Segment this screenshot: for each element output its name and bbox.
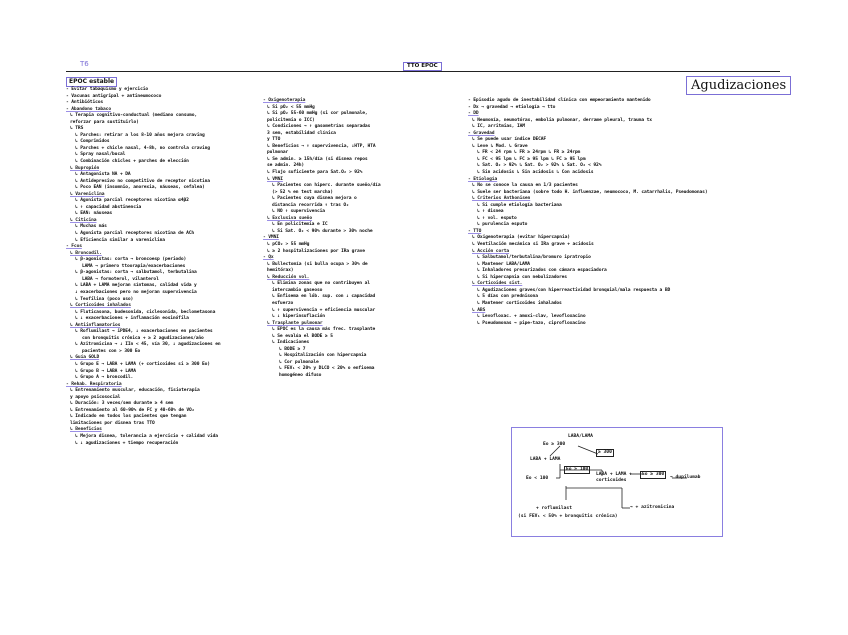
col2-line: ↳ pCO₂ > 55 mmHg	[267, 242, 310, 248]
col3-line: ↳ Se puede usar índice DECAF	[472, 137, 547, 143]
col1-line: ↳ β-agonistas: corta → salbutamol, terbutalina	[75, 270, 197, 276]
col2-line: (> 52 % en test marcha)	[272, 189, 333, 195]
col2-line: ↳ Cor pulmonale	[279, 359, 319, 365]
col1-line: ↳ ↑ capacidad abstinencia	[75, 204, 142, 210]
col2-line: pulmonar	[267, 150, 289, 156]
col2-line: ↳ Beneficios → ↑ supervivencia, ↓HTP, HTA	[267, 143, 376, 149]
col3-line: ↳ Inhaladores presurizados con cámara espaciadora	[477, 268, 607, 274]
col1-line: ↳ Antiinflamatorios	[70, 322, 121, 328]
col1-line: ↳ Agonista parcial receptores nicotina de ACh	[75, 231, 195, 237]
col1-line: ↳ Eficiencia similar a vareniclina	[75, 237, 165, 243]
col2-line: policitemia o ICC)	[267, 117, 315, 123]
col2-line: y TTO	[267, 137, 281, 143]
col2-line: intercambio gaseoso	[272, 287, 323, 293]
col1-line: ↳ Agonista parcial receptores nicotina α4β2	[75, 198, 189, 204]
col2-line: ↳ ≥ 2 hospitalizaciones por IRa grave	[267, 248, 365, 254]
col1-line: ↳ Parches + chicle nasal, 4-8h, no controla craving	[75, 145, 210, 151]
col1-line: ↳ Spray nasal/bucal	[75, 152, 126, 158]
col2-line: ↳ Enfisema en lób. sup. con ↓ capacidad	[272, 294, 376, 300]
col1-line: ↳ Fluticasona, budesonida, ciclesonida, beclometasona	[75, 309, 216, 315]
col1-line: reforzar para sustituirlo)	[70, 119, 139, 125]
diagram-roflu: + roflumilast	[536, 506, 572, 511]
page-title: TTO EPOC	[403, 62, 442, 71]
col3-line: ↳ 5 días con prednisona	[477, 294, 538, 300]
col2-line: ↳ Pacientes cuya disnea mejora o	[272, 196, 357, 202]
col3-line: ↳ Leve ↳ Mod. ↳ Grave	[472, 143, 528, 149]
col1-line: ↳ Teofilina (poco uso)	[75, 296, 134, 302]
col1-line: ↳ Grupo B → LABA + LAMA	[75, 368, 136, 374]
col2-line: ↳ Se admin. ≥ 15h/día (si disnea repos	[267, 156, 368, 162]
col3-line: ↳ ↑ vol. esputo	[477, 215, 517, 221]
col1-line: ↳ Combinación chicles + parches de elección	[75, 159, 189, 165]
diagram-eo300-right: ≥ 300	[598, 450, 612, 455]
col2-line: ↳ Si pO₂ 55-60 mmHg (si cor pulmonale,	[267, 111, 368, 117]
section-title-agudizaciones: Agudizaciones	[686, 76, 791, 95]
col1-line: ↳ Guía GOLD	[70, 355, 100, 361]
col3-line: ↳ Neumonía, neumotórax, embolia pulmonar, derrame pleural, trauma tx	[472, 117, 652, 123]
col2-line: - Qx	[263, 255, 274, 261]
col1-line: ↳ Beneficios	[70, 427, 102, 433]
col2-line: ↳ FEV₁ < 20% y DLCO < 20% o enfisema	[279, 366, 375, 372]
diagram-azitro: → + azitromicina	[630, 505, 675, 510]
col2-line: ↳ Trasplante pulmonar	[267, 320, 323, 326]
diagram-dupilumab: → dupilumab	[670, 475, 701, 480]
col2-line: ↳ Indicaciones	[272, 340, 310, 346]
col1-line: ↳ Parches: retirar a los 8-10 años mejora craving	[75, 132, 205, 138]
column-1	[66, 87, 258, 447]
col3-line: ↳ No se conoce la causa en 1/3 pacientes	[472, 183, 578, 189]
diagram-laba-lama: LABA + LAMA	[530, 457, 561, 462]
col3-line: - TTO	[468, 228, 482, 234]
col3-line: ↳ Acción corta	[472, 248, 510, 254]
diagram-roflu-cond: (si FEV₁ < 50% + bronquitis crónica)	[518, 514, 618, 519]
col1-line: ↳ Vareniclina	[70, 191, 105, 197]
col2-line: 3 sem, estabilidad clínica	[267, 130, 336, 136]
treatment-diagram	[511, 427, 723, 537]
col2-line: ↳ Hospitalización con hipercapnia	[279, 353, 367, 359]
col2-line: ↳ Reducción vol.	[267, 274, 310, 280]
col1-line: ↳ TRS	[70, 126, 84, 132]
top-rule	[66, 71, 780, 72]
col2-line: ↳ ↓ hiperinsuflación	[272, 314, 325, 320]
col1-line: ↳ Duración: 3 veces/sem durante ≥ 4 sem	[70, 401, 174, 407]
col3-line: ↳ Oxigenoterapia (evitar hipercapnia)	[472, 235, 570, 241]
col3-line: - Gravedad	[468, 130, 495, 136]
col2-line: ↳ Se evalúa el BODE ≥ 5	[272, 333, 333, 339]
col1-line: - Evitar tabaquismo y ejercicio	[66, 87, 149, 92]
col1-line: ↳ LABA + LAMA mejoran síntomas, calidad vida y	[75, 283, 197, 289]
col2-line: ↳ Exclusiva sueño	[267, 215, 312, 221]
col1-line: - Antibióticos	[66, 100, 104, 106]
col3-line: - DD	[468, 111, 479, 117]
col2-line: - Oxigenoterapia	[263, 98, 306, 103]
col1-line: LAMA → primero ttoorapia/exacerbaciones	[82, 263, 186, 269]
diagram-eo300-top: Eo ≥ 300	[543, 442, 566, 447]
col1-line: - Vacunas antigripal + antineumococo	[66, 93, 162, 99]
col3-line: ↳ Mantener LABA/LAMA	[477, 261, 530, 267]
col1-line: ↳ Mejora disnea, tolerancia a ejercicio + calidad vida	[75, 433, 218, 439]
col2-line: ↳ ↑ supervivencia + eficiencia muscular	[272, 307, 376, 313]
diagram-laba-lama-ci: LABA + LAMA + corticoides	[596, 472, 632, 483]
section-title-epoc-estable: EPOC estable	[66, 77, 117, 87]
col3-line: ↳ Sat. O₂ > 92% ↳ Sat. O₂ > 92% ↳ Sat. O₂ < 92%	[477, 163, 602, 169]
col2-line: ↳ Si pO₂ < 55 mmHg	[267, 104, 315, 110]
column-2	[263, 98, 463, 380]
col2-line: ↳ Pacientes con hiperc. durante sueño/día	[272, 183, 381, 189]
col1-line: con bronquitis crónica + ≥ 2 agudizaciones/año	[82, 335, 204, 341]
corner-mark: T6	[80, 60, 89, 68]
col1-line: ↳ Terapia cognitivo-conductual (mediano consumo,	[70, 113, 197, 119]
col3-line: - Etiología	[468, 176, 498, 182]
diagram-eo100b: Eo ≥ 100	[566, 467, 589, 472]
col3-line: ↳ FC < 95 lpm ↳ FC ≥ 95 lpm ↳ FC ≥ 95 lpm	[477, 156, 586, 162]
col1-line: LABA → formoterol, vilanterol	[82, 276, 159, 282]
col2-line: homogéneo difuso	[279, 372, 322, 378]
col3-line: - Episodio agudo de inestabilidad clínica con empeoramiento mantenido	[468, 98, 651, 103]
col1-line: ↳ Antidepresivo no competitivo de receptor nicotina	[75, 178, 210, 184]
col2-line: ↳ NO ↑ supervivencia	[272, 209, 325, 215]
col3-line: ↳ Corticoides sist.	[472, 281, 523, 287]
col1-line: ↳ ↓ exacerbaciones + inflamación eosinófila	[75, 316, 189, 322]
col2-line: ↳ VMNI	[267, 176, 283, 182]
col1-line: ↳ ↓ agudizaciones + tiempo recuperación	[75, 440, 179, 446]
col3-line: ↳ ↑ disnea	[477, 209, 504, 215]
col1-line: ↳ Citicina	[70, 217, 97, 223]
col1-line: ↳ Grupo A → broncodil.	[75, 375, 134, 381]
col1-line: ↳ Antagonista NA + DA	[75, 172, 131, 178]
col1-line: ↳ Poco EAN (insomnio, anorexia, náuseas, cefalea)	[75, 185, 205, 191]
col1-line: ↳ Indicado en todos los pacientes que tengan	[70, 414, 187, 420]
col1-line: ↓ exacerbaciones pero no mejoran supervivencia	[75, 289, 197, 295]
col3-line: ↳ FR < 24 rpm ↳ FR ≥ 24rpm ↳ FR ≥ 24rpm	[477, 150, 581, 156]
col1-line: - Rehab. Respiratoria	[66, 381, 122, 387]
diagram-eo100: Eo < 100	[526, 476, 549, 481]
col1-line: ↳ Muchas más	[75, 224, 107, 230]
col3-line: ↳ IC, arritmias, IAM	[472, 124, 525, 130]
col2-line: ↳ EPOC es la causa más frec. trasplante	[272, 327, 376, 333]
col1-line: ↳ Comprimidos	[75, 139, 110, 145]
col1-line: - Abandono tabaco	[66, 106, 111, 112]
col3-line: ↳ Si cumple etiología bacteriana	[477, 202, 562, 208]
col2-line: hemitórax)	[267, 268, 294, 274]
col3-line: ↳ Agudizaciones graves/con hiperreactividad bronquial/mala respuesta a BD	[477, 287, 671, 293]
col2-line: distancia recorrida ↑ tras O₂	[272, 202, 349, 208]
col2-line: ↳ Condiciones → ↑ gasometrías separadas	[267, 124, 371, 130]
col3-line: ↳ Mantener corticoides inhalados	[477, 300, 562, 306]
col3-line: - Dx → gravedad → etiología → tto	[468, 104, 556, 110]
col2-line: - VMNI	[263, 235, 279, 241]
col3-line: ↳ Ventilación mecánica si IRa grave + acidosis	[472, 242, 594, 248]
col2-line: ↳ BODE ≥ 7	[279, 346, 306, 352]
col3-line: ↳ Si hipercapnia con nebulizadores	[477, 274, 567, 280]
diagram-title: LABA/LAMA	[568, 434, 593, 439]
column-3	[468, 98, 784, 327]
col1-line: limitaciones por disnea tras TTO	[70, 420, 155, 426]
col2-line: esfuerzo	[272, 300, 294, 306]
col2-line: ↳ En policitemia e IC	[272, 222, 328, 228]
col1-line: ↳ Grupo E → LABA + LAMA (+ corticoides si ≥ 300 Eo)	[75, 361, 210, 367]
diagram-eo300b: Eo ≥ 300	[642, 472, 665, 477]
col3-line: ↳ Sin acidosis ↳ Sin acidosis ↳ Con acidosis	[477, 170, 594, 176]
col2-line: ↳ Bullectomía (si bulla ocupa > 30% de	[267, 261, 368, 267]
col3-line: ↳ Levofloxac. + amoxi-clav, levofloxacino	[477, 314, 586, 320]
col1-line: ↳ Roflumilast → iPDE4, ↓ exacerbaciones en pacientes	[75, 329, 213, 335]
col1-line: ↳ Broncodil.	[70, 250, 102, 256]
col2-line: ↳ Elimina zonas que no contribuyen al	[272, 281, 370, 287]
col3-line: ↳ ABS	[472, 307, 486, 313]
col3-line: ↳ Criterios Anthonisen	[472, 196, 531, 202]
col1-line: ↳ EAN: náuseas	[75, 211, 113, 217]
col2-line: ↳ Flujo suficiente para Sat.O₂ > 92%	[267, 170, 363, 176]
col1-line: y apoyo psicosocial	[70, 394, 121, 400]
col1-line: ↳ Entrenamiento muscular, educación, fisioterapia	[70, 388, 200, 394]
col2-line: ↳ Si Sat. O₂ < 90% durante > 30% noche	[272, 228, 373, 234]
col3-line: ↳ Pseudomonas → pipe-tazo, ciprofloxacino	[477, 320, 586, 326]
col1-line: ↳ Entrenamiento al 60-90% de FC y 40-60% de VO₂	[70, 407, 195, 413]
col1-line: ↳ β-agonistas: corta → broncoesp (periodo)	[75, 257, 187, 263]
col2-line: se admin. 24h)	[267, 163, 305, 169]
col1-line: - Fcos	[66, 244, 82, 250]
col3-line: ↳ Salbutamol/terbutalina/bromuro ipratropio	[477, 255, 591, 261]
col1-line: ↳ Azitromicina → ↓ IIn < 45, vía 30, ↓ agudizaciones en	[75, 342, 221, 348]
col1-line: ↳ Corticoides inhalados	[70, 303, 131, 309]
col1-line: ↳ Bupropión	[70, 165, 100, 171]
col3-line: ↳ purulencia esputo	[477, 222, 528, 228]
col3-line: ↳ Suele ser bacteriana (sobre todo H. influenzae, neumococo, M. catarrhalis, Pseudomonas)	[472, 189, 708, 195]
col1-line: pacientes con > 300 Eo	[82, 348, 141, 354]
